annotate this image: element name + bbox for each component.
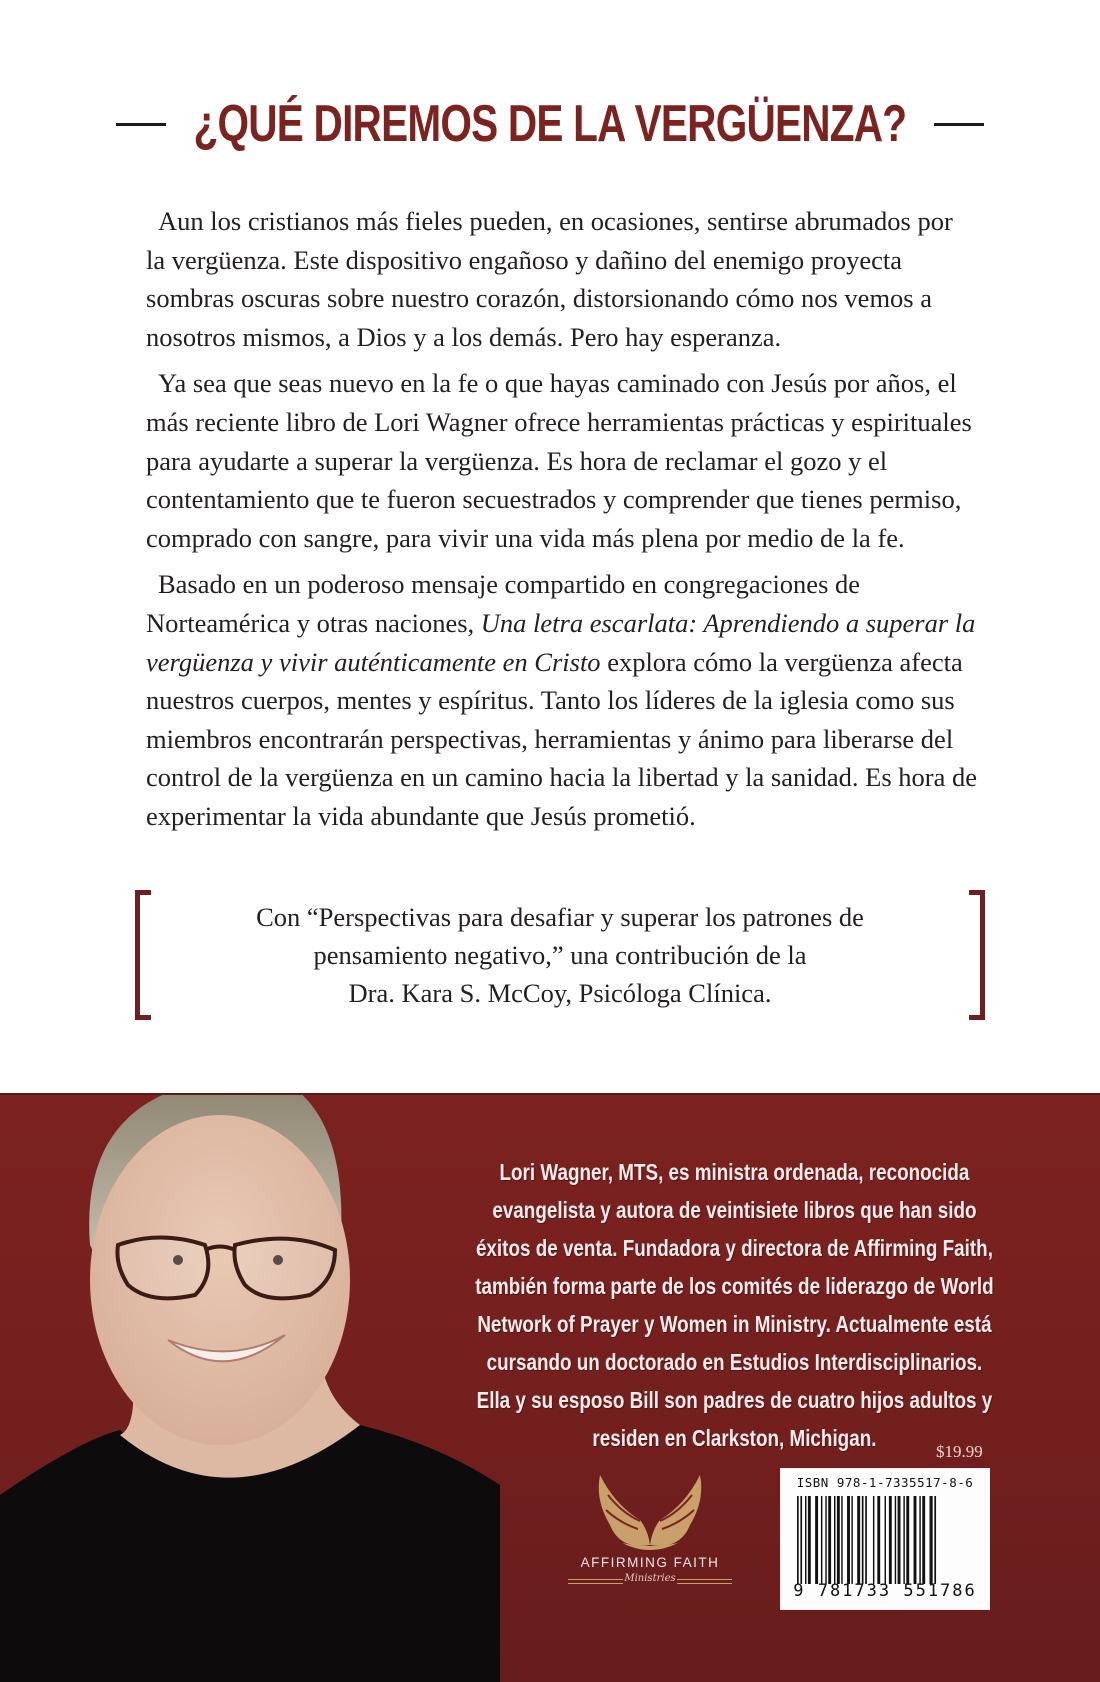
logo-divider [677, 1579, 732, 1580]
publisher-logo [560, 1465, 740, 1605]
barcode-bar [847, 1496, 850, 1584]
barcode-bar [825, 1496, 826, 1584]
barcode-bar [930, 1496, 931, 1584]
callout-text [175, 898, 945, 1012]
barcode-bar [873, 1496, 874, 1584]
description-paragraph-2: Ya sea que seas nuevo en la fe o que hayas caminado con Jesús por años, el más reciente libro de Lori Wagner ofrece herramientas prácticas y espirituales para ayudarte a superar la vergüenza. Es hora de reclamar el gozo y el contentamiento que te fueron secuestrados y comprender que tienes permiso, comprado con sangre, para vivir una vida más plena por medio de la fe. [146, 368, 972, 553]
barcode-bar [797, 1496, 799, 1584]
wings-icon [560, 1465, 740, 1555]
callout-line: Con “Perspectivas para desafiar y superar los patrones de [256, 902, 864, 932]
author-bio: Lori Wagner, MTS, es ministra ordenada, reconocida evangelista y autora de veintisiete libros que han sido éxitos de venta. Fundadora y directora de Affirming Faith, también forma parte de los comités de liderazgo de World Network of Prayer y Women in Ministry. Actualmente está cursando un doctorado en Estudios Interdisciplinarios. Ella y su esposo Bill son padres de cuatro hijos adultos y residen en Clarkston, Michigan. [475, 1159, 994, 1451]
barcode-bar [914, 1496, 917, 1584]
barcode-bar [828, 1496, 831, 1584]
barcode-bar [862, 1496, 864, 1584]
left-bracket-icon [135, 890, 151, 1020]
isbn-barcode [780, 1468, 990, 1610]
logo-divider [677, 1583, 732, 1584]
callout-line: Dra. Kara S. McCoy, Psicóloga Clínica. [348, 978, 772, 1008]
paragraph-3-rest: explora cómo la vergüenza afecta nuestros cuerpos, mentes y espíritus. Tanto los líderes de la iglesia como sus miembros encontrarán perspectivas, herramientas y ánimo para liberarse del control de la vergüenza en un camino hacia la libertad y la sanidad. Es hora de experimentar la vida abundante que Jesús prometió. [146, 646, 977, 831]
barcode-bar [885, 1496, 886, 1584]
right-bracket-icon [969, 890, 985, 1020]
barcode-bar [922, 1496, 925, 1584]
barcode-bar [877, 1496, 880, 1584]
barcode-bar [808, 1496, 811, 1584]
description-paragraph-3 [146, 565, 978, 835]
callout-line: pensamiento negativo,” una contribución de la [313, 940, 807, 970]
barcode-bar [919, 1496, 920, 1584]
book-title: Una letra escarlata: Aprendiendo a superar la vergüenza y vivir auténticamente en Cristo [146, 607, 976, 677]
author-portrait-illustration [0, 1095, 500, 1682]
price-label: $19.99 [936, 1442, 983, 1461]
barcode-bar [834, 1496, 835, 1584]
publisher-name: AFFIRMING FAITH [580, 1555, 720, 1570]
barcode-bars-icon [797, 1496, 973, 1584]
paragraph-3-intro: Basado en un poderoso mensaje compartido en congregaciones de Norteamérica y otras naciones, [146, 569, 861, 638]
barcode-bar [841, 1496, 842, 1584]
barcode-bar [934, 1496, 936, 1584]
publisher-subtitle: Ministries [624, 1573, 676, 1584]
title-rule-left [116, 123, 166, 126]
heading-row [0, 84, 1100, 164]
barcode-bar [865, 1496, 867, 1584]
barcode-bar [895, 1496, 896, 1584]
title-rule-right [934, 123, 984, 126]
author-photo [0, 1095, 500, 1682]
barcode-bar [800, 1496, 802, 1584]
barcode-bar [821, 1496, 822, 1584]
barcode-bar [851, 1496, 852, 1584]
contribution-callout [135, 890, 985, 1025]
ean-digits: 9 781733 551786 [793, 1581, 977, 1601]
page-title: ¿QUÉ DIREMOS DE LA VERGÜENZA? [193, 95, 907, 153]
barcode-bar [857, 1496, 860, 1584]
barcode-bar [815, 1496, 818, 1584]
barcode-bar [906, 1496, 909, 1584]
description [146, 202, 978, 844]
barcode-bar [805, 1496, 806, 1584]
description-paragraph-1: Aun los cristianos más fieles pueden, en ocasiones, sentirse abrumados por la vergüenza. Este dispositivo engañoso y dañino del enemigo proyecta sombras oscuras sobre nuestro corazón, distorsionando cómo nos vemos a nosotros mismos, a Dios y a los demás. Pero hay esperanza. [146, 206, 953, 352]
isbn-text: ISBN 978-1-7335517-8-6 [796, 1475, 974, 1490]
barcode-bar [837, 1496, 840, 1584]
barcode-bar [931, 1496, 933, 1584]
barcode-bar [898, 1496, 901, 1584]
barcode-bar [903, 1496, 904, 1584]
barcode-bar [889, 1496, 892, 1584]
